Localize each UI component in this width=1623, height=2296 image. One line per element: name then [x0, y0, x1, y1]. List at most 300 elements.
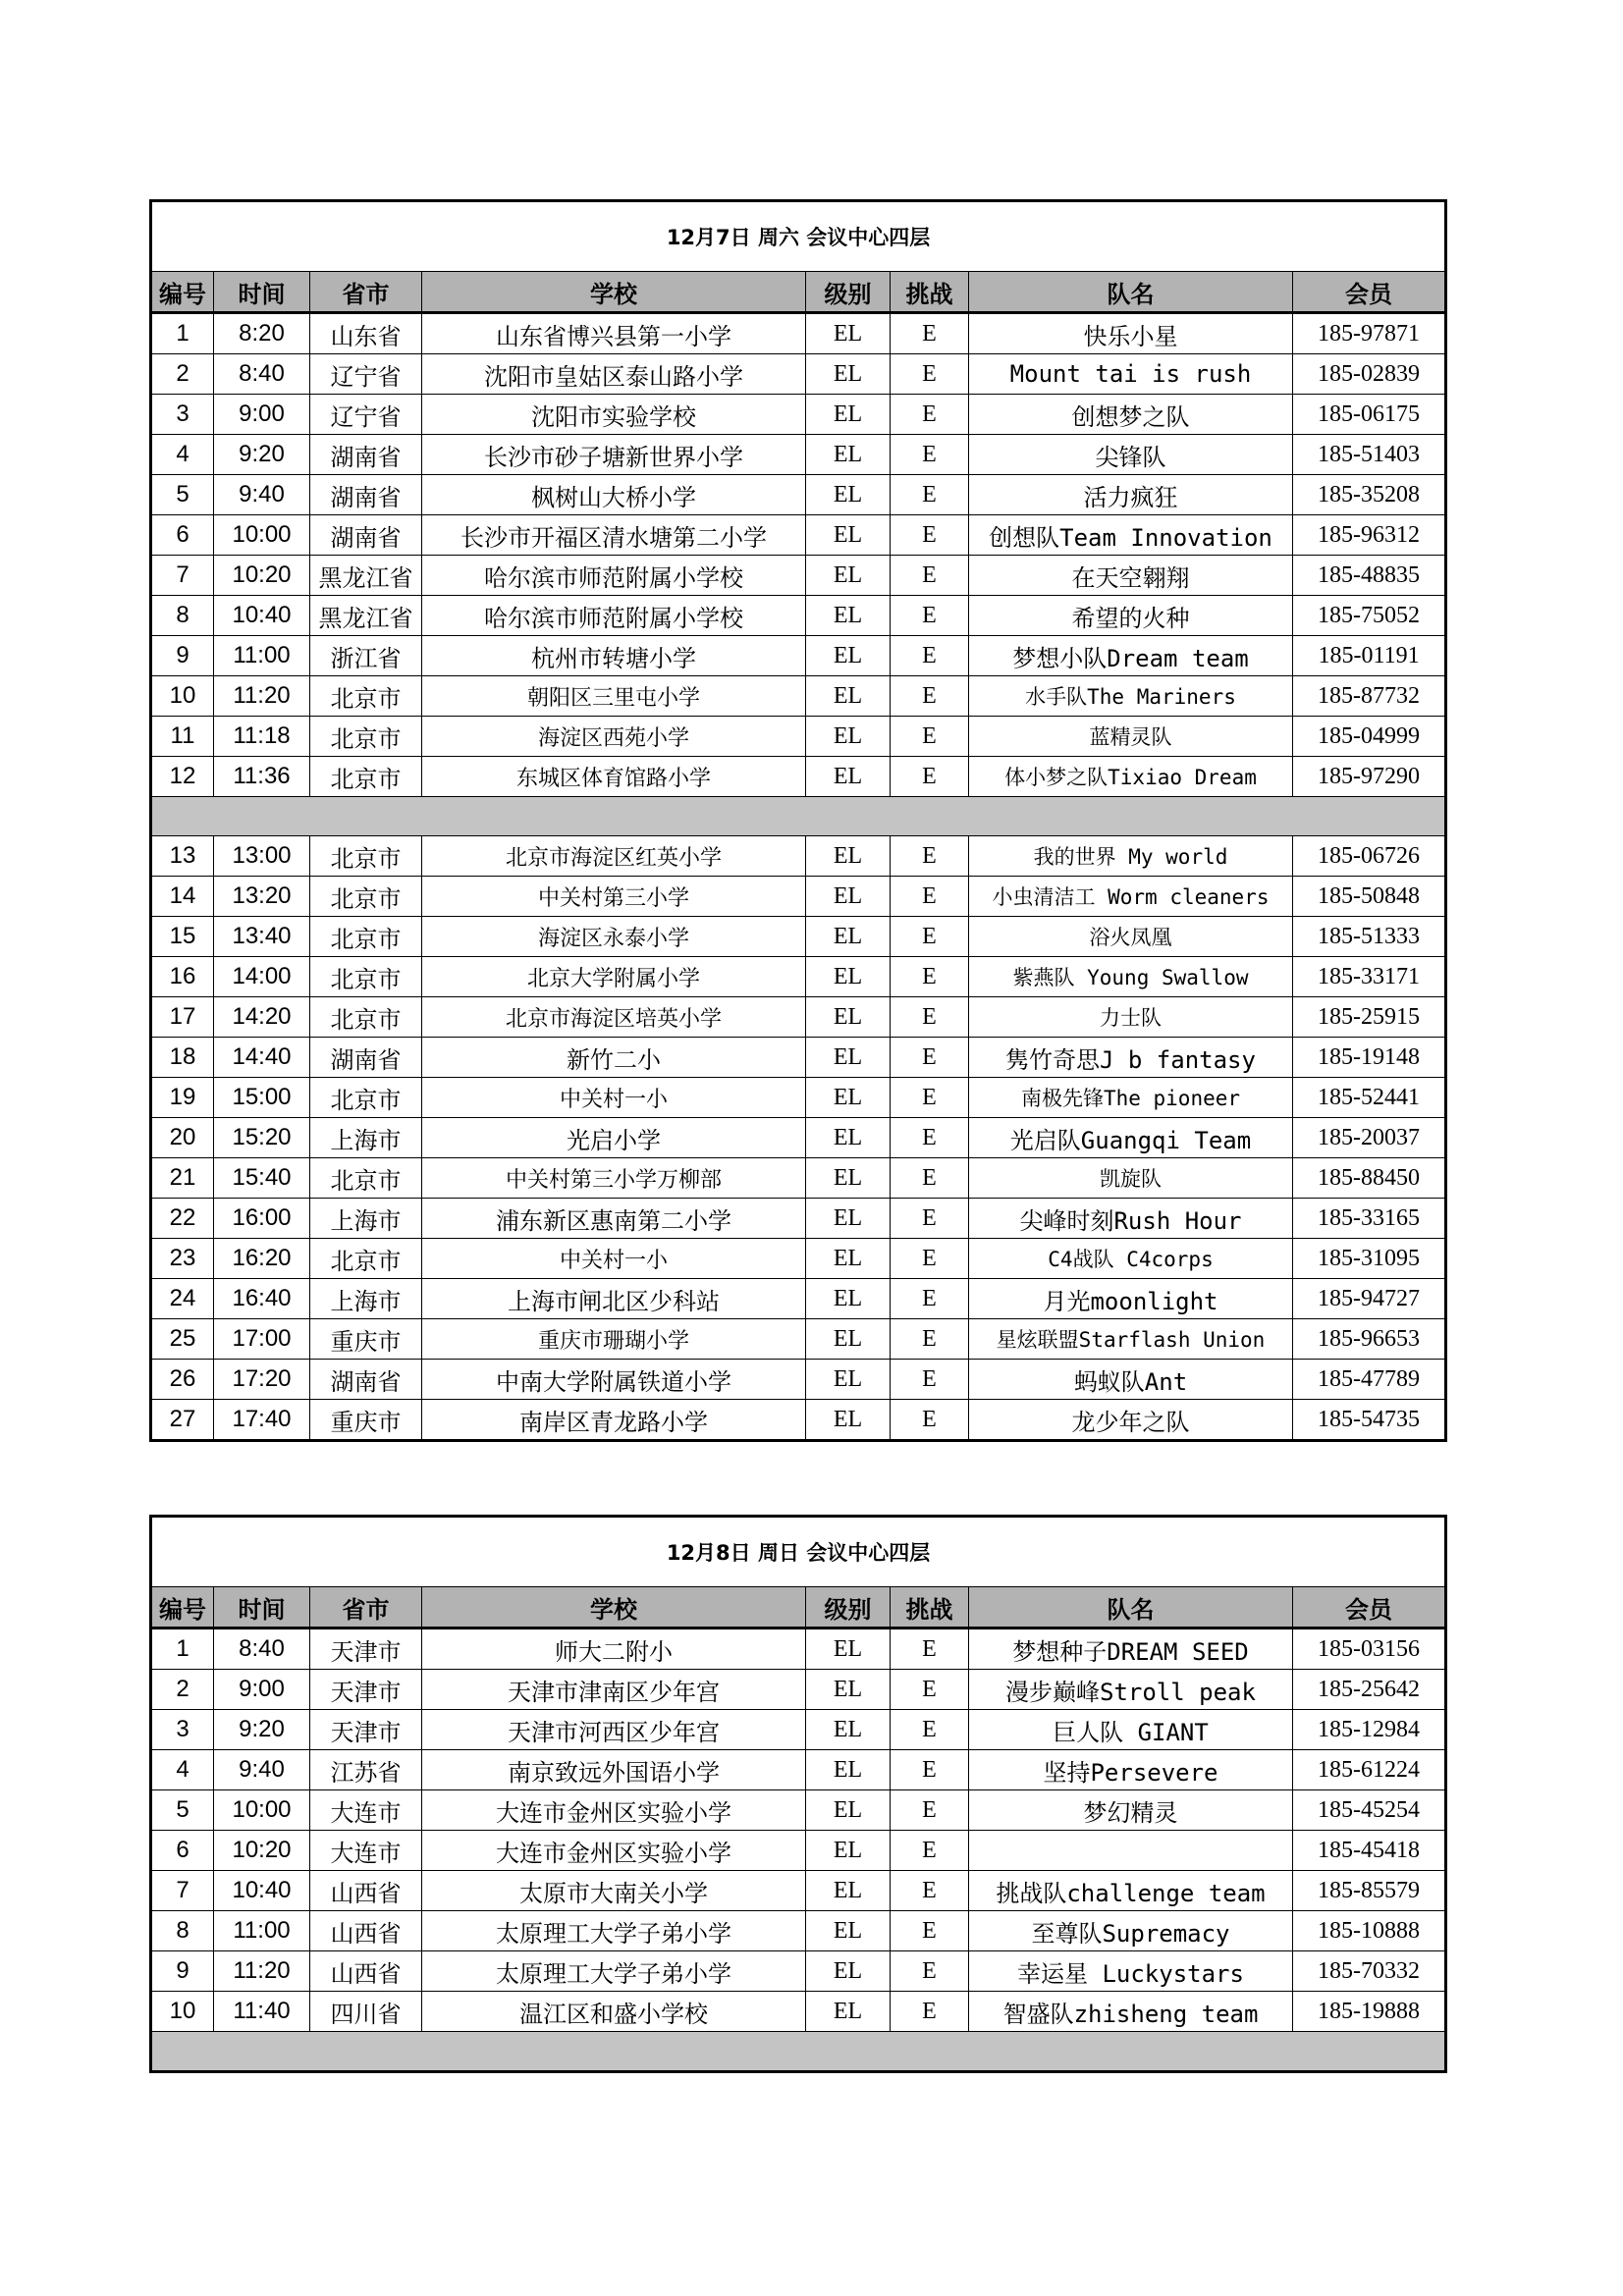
challenge-cell: E	[891, 1871, 969, 1911]
province-cell: 天津市	[310, 1710, 422, 1750]
table-row	[151, 757, 1446, 797]
row-number: 3	[151, 1710, 214, 1750]
school-cell: 重庆市珊瑚小学	[422, 1319, 806, 1360]
row-number: 15	[151, 917, 214, 957]
table-row	[151, 1199, 1446, 1239]
time-cell: 17:20	[214, 1360, 310, 1400]
member-id-cell: 185-50848	[1293, 877, 1446, 917]
province-cell: 北京市	[310, 757, 422, 797]
row-number: 4	[151, 435, 214, 475]
time-cell: 15:40	[214, 1158, 310, 1199]
header-row	[151, 272, 1446, 313]
challenge-cell: E	[891, 877, 969, 917]
province-cell: 北京市	[310, 1078, 422, 1118]
member-id-cell: 185-33171	[1293, 957, 1446, 997]
member-id-cell: 185-97290	[1293, 757, 1446, 797]
level-cell: EL	[806, 354, 891, 395]
team-name-cell: 紫燕队 Young Swallow	[969, 957, 1293, 997]
challenge-cell: E	[891, 1831, 969, 1871]
challenge-cell: E	[891, 997, 969, 1038]
school-cell: 天津市津南区少年宫	[422, 1670, 806, 1710]
time-cell: 9:20	[214, 435, 310, 475]
table-row	[151, 1158, 1446, 1199]
time-cell: 11:00	[214, 636, 310, 676]
team-name-cell: Mount tai is rush	[969, 354, 1293, 395]
province-cell: 湖南省	[310, 475, 422, 515]
challenge-cell: E	[891, 1670, 969, 1710]
time-cell: 16:40	[214, 1279, 310, 1319]
member-id-cell: 185-12984	[1293, 1710, 1446, 1750]
school-cell: 太原理工大学子弟小学	[422, 1951, 806, 1992]
table-row	[151, 1790, 1446, 1831]
level-cell: EL	[806, 877, 891, 917]
member-id-cell: 185-10888	[1293, 1911, 1446, 1951]
team-name-cell: 在天空翱翔	[969, 556, 1293, 596]
school-cell: 中关村第三小学万柳部	[422, 1158, 806, 1199]
province-cell: 北京市	[310, 997, 422, 1038]
level-cell: EL	[806, 1670, 891, 1710]
level-cell: EL	[806, 676, 891, 717]
province-cell: 北京市	[310, 717, 422, 757]
school-cell: 朝阳区三里屯小学	[422, 676, 806, 717]
time-cell: 14:20	[214, 997, 310, 1038]
school-cell: 中关村一小	[422, 1239, 806, 1279]
school-cell: 中关村第三小学	[422, 877, 806, 917]
level-cell: EL	[806, 515, 891, 556]
column-header: 学校	[422, 1587, 806, 1629]
row-number: 1	[151, 1629, 214, 1670]
team-name-cell: 希望的火种	[969, 596, 1293, 636]
school-cell: 中关村一小	[422, 1078, 806, 1118]
team-name-cell: 星炫联盟Starflash Union	[969, 1319, 1293, 1360]
school-cell: 沈阳市皇姑区泰山路小学	[422, 354, 806, 395]
team-name-cell: 创想梦之队	[969, 395, 1293, 435]
column-header: 队名	[969, 1587, 1293, 1629]
table-row	[151, 957, 1446, 997]
member-id-cell: 185-03156	[1293, 1629, 1446, 1670]
level-cell: EL	[806, 997, 891, 1038]
school-cell: 天津市河西区少年宫	[422, 1710, 806, 1750]
team-name-cell: 体小梦之队Tixiao Dream	[969, 757, 1293, 797]
province-cell: 北京市	[310, 877, 422, 917]
time-cell: 17:00	[214, 1319, 310, 1360]
challenge-cell: E	[891, 1750, 969, 1790]
row-number: 9	[151, 1951, 214, 1992]
time-cell: 11:36	[214, 757, 310, 797]
challenge-cell: E	[891, 676, 969, 717]
row-number: 26	[151, 1360, 214, 1400]
time-cell: 16:20	[214, 1239, 310, 1279]
challenge-cell: E	[891, 1078, 969, 1118]
row-number: 18	[151, 1038, 214, 1078]
table-row	[151, 636, 1446, 676]
team-name-cell: 梦想小队Dream team	[969, 636, 1293, 676]
member-id-cell: 185-33165	[1293, 1199, 1446, 1239]
level-cell: EL	[806, 1710, 891, 1750]
level-cell: EL	[806, 1078, 891, 1118]
challenge-cell: E	[891, 556, 969, 596]
table-row	[151, 1319, 1446, 1360]
challenge-cell: E	[891, 515, 969, 556]
time-cell: 9:20	[214, 1710, 310, 1750]
column-header: 级别	[806, 272, 891, 313]
member-id-cell: 185-96653	[1293, 1319, 1446, 1360]
member-id-cell: 185-97871	[1293, 313, 1446, 354]
team-name-cell: 创想队Team Innovation	[969, 515, 1293, 556]
schedule-table-dec7	[149, 199, 1447, 1442]
row-number: 24	[151, 1279, 214, 1319]
challenge-cell: E	[891, 435, 969, 475]
province-cell: 山东省	[310, 313, 422, 354]
school-cell: 山东省博兴县第一小学	[422, 313, 806, 354]
time-cell: 11:00	[214, 1911, 310, 1951]
team-name-cell: 力士队	[969, 997, 1293, 1038]
table-row	[151, 997, 1446, 1038]
time-cell: 10:00	[214, 515, 310, 556]
table-row	[151, 556, 1446, 596]
challenge-cell: E	[891, 1911, 969, 1951]
level-cell: EL	[806, 1790, 891, 1831]
level-cell: EL	[806, 836, 891, 877]
province-cell: 四川省	[310, 1992, 422, 2032]
province-cell: 上海市	[310, 1118, 422, 1158]
column-header: 学校	[422, 272, 806, 313]
row-number: 9	[151, 636, 214, 676]
table-row	[151, 475, 1446, 515]
challenge-cell: E	[891, 1118, 969, 1158]
province-cell: 北京市	[310, 957, 422, 997]
school-cell: 沈阳市实验学校	[422, 395, 806, 435]
column-header: 队名	[969, 272, 1293, 313]
table-row	[151, 1038, 1446, 1078]
member-id-cell: 185-04999	[1293, 717, 1446, 757]
challenge-cell: E	[891, 313, 969, 354]
table-row	[151, 1951, 1446, 1992]
member-id-cell: 185-51333	[1293, 917, 1446, 957]
province-cell: 天津市	[310, 1629, 422, 1670]
school-cell: 海淀区西苑小学	[422, 717, 806, 757]
column-header: 会员	[1293, 1587, 1446, 1629]
table-row	[151, 717, 1446, 757]
time-cell: 8:40	[214, 354, 310, 395]
school-cell: 大连市金州区实验小学	[422, 1831, 806, 1871]
school-cell: 光启小学	[422, 1118, 806, 1158]
time-cell: 10:40	[214, 1871, 310, 1911]
challenge-cell: E	[891, 1710, 969, 1750]
row-number: 16	[151, 957, 214, 997]
row-number: 2	[151, 1670, 214, 1710]
row-number: 10	[151, 1992, 214, 2032]
member-id-cell: 185-02839	[1293, 354, 1446, 395]
row-number: 22	[151, 1199, 214, 1239]
province-cell: 山西省	[310, 1911, 422, 1951]
challenge-cell: E	[891, 1279, 969, 1319]
challenge-cell: E	[891, 1158, 969, 1199]
level-cell: EL	[806, 1279, 891, 1319]
province-cell: 上海市	[310, 1279, 422, 1319]
time-cell: 15:20	[214, 1118, 310, 1158]
table-row	[151, 1078, 1446, 1118]
school-cell: 北京市海淀区红英小学	[422, 836, 806, 877]
row-number: 14	[151, 877, 214, 917]
table-row	[151, 1992, 1446, 2032]
team-name-cell: 智盛队zhisheng team	[969, 1992, 1293, 2032]
table-row	[151, 1871, 1446, 1911]
level-cell: EL	[806, 1951, 891, 1992]
time-cell: 9:40	[214, 1750, 310, 1790]
challenge-cell: E	[891, 1400, 969, 1441]
level-cell: EL	[806, 313, 891, 354]
row-number: 5	[151, 475, 214, 515]
member-id-cell: 185-19148	[1293, 1038, 1446, 1078]
school-cell: 南京致远外国语小学	[422, 1750, 806, 1790]
row-number: 11	[151, 717, 214, 757]
team-name-cell: 梦幻精灵	[969, 1790, 1293, 1831]
school-cell: 枫树山大桥小学	[422, 475, 806, 515]
challenge-cell: E	[891, 957, 969, 997]
team-name-cell: 挑战队challenge team	[969, 1871, 1293, 1911]
province-cell: 湖南省	[310, 435, 422, 475]
level-cell: EL	[806, 1158, 891, 1199]
break-row	[151, 2032, 1446, 2072]
school-cell: 上海市闸北区少科站	[422, 1279, 806, 1319]
row-number: 7	[151, 556, 214, 596]
member-id-cell: 185-01191	[1293, 636, 1446, 676]
school-cell: 中南大学附属铁道小学	[422, 1360, 806, 1400]
row-number: 1	[151, 313, 214, 354]
team-name-cell: 隽竹奇思J b fantasy	[969, 1038, 1293, 1078]
level-cell: EL	[806, 1911, 891, 1951]
school-cell: 杭州市转塘小学	[422, 636, 806, 676]
table-row	[151, 917, 1446, 957]
team-name-cell: 巨人队 GIANT	[969, 1710, 1293, 1750]
member-id-cell: 185-52441	[1293, 1078, 1446, 1118]
column-header: 编号	[151, 272, 214, 313]
province-cell: 大连市	[310, 1790, 422, 1831]
time-cell: 9:00	[214, 1670, 310, 1710]
level-cell: EL	[806, 395, 891, 435]
team-name-cell: 幸运星 Luckystars	[969, 1951, 1293, 1992]
column-header: 省市	[310, 272, 422, 313]
team-name-cell: 蓝精灵队	[969, 717, 1293, 757]
table-row	[151, 1118, 1446, 1158]
time-cell: 15:00	[214, 1078, 310, 1118]
level-cell: EL	[806, 1629, 891, 1670]
column-header: 时间	[214, 272, 310, 313]
member-id-cell: 185-75052	[1293, 596, 1446, 636]
team-name-cell: 我的世界 My world	[969, 836, 1293, 877]
challenge-cell: E	[891, 836, 969, 877]
member-id-cell: 185-96312	[1293, 515, 1446, 556]
member-id-cell: 185-54735	[1293, 1400, 1446, 1441]
team-name-cell: 漫步巅峰Stroll peak	[969, 1670, 1293, 1710]
member-id-cell: 185-48835	[1293, 556, 1446, 596]
school-cell: 东城区体育馆路小学	[422, 757, 806, 797]
province-cell: 重庆市	[310, 1400, 422, 1441]
row-number: 5	[151, 1790, 214, 1831]
team-name-cell: 至尊队Supremacy	[969, 1911, 1293, 1951]
time-cell: 13:20	[214, 877, 310, 917]
challenge-cell: E	[891, 1360, 969, 1400]
province-cell: 黑龙江省	[310, 596, 422, 636]
table-row	[151, 836, 1446, 877]
table-row	[151, 1670, 1446, 1710]
time-cell: 8:20	[214, 313, 310, 354]
row-number: 4	[151, 1750, 214, 1790]
province-cell: 辽宁省	[310, 395, 422, 435]
member-id-cell: 185-45254	[1293, 1790, 1446, 1831]
challenge-cell: E	[891, 475, 969, 515]
time-cell: 10:20	[214, 556, 310, 596]
team-name-cell: 活力疯狂	[969, 475, 1293, 515]
province-cell: 北京市	[310, 917, 422, 957]
level-cell: EL	[806, 1360, 891, 1400]
team-name-cell: 尖锋队	[969, 435, 1293, 475]
level-cell: EL	[806, 1750, 891, 1790]
row-number: 25	[151, 1319, 214, 1360]
challenge-cell: E	[891, 1319, 969, 1360]
level-cell: EL	[806, 1199, 891, 1239]
time-cell: 17:40	[214, 1400, 310, 1441]
table-row	[151, 1629, 1446, 1670]
table-row	[151, 676, 1446, 717]
province-cell: 北京市	[310, 1158, 422, 1199]
school-cell: 南岸区青龙路小学	[422, 1400, 806, 1441]
row-number: 13	[151, 836, 214, 877]
table-row	[151, 877, 1446, 917]
member-id-cell: 185-06726	[1293, 836, 1446, 877]
time-cell: 10:20	[214, 1831, 310, 1871]
row-number: 6	[151, 515, 214, 556]
school-cell: 北京市海淀区培英小学	[422, 997, 806, 1038]
member-id-cell: 185-51403	[1293, 435, 1446, 475]
member-id-cell: 185-45418	[1293, 1831, 1446, 1871]
time-cell: 14:00	[214, 957, 310, 997]
table-row	[151, 1710, 1446, 1750]
row-number: 3	[151, 395, 214, 435]
team-name-cell: 蚂蚁队Ant	[969, 1360, 1293, 1400]
level-cell: EL	[806, 475, 891, 515]
table-row	[151, 1279, 1446, 1319]
level-cell: EL	[806, 1038, 891, 1078]
time-cell: 9:00	[214, 395, 310, 435]
school-cell: 长沙市开福区清水塘第二小学	[422, 515, 806, 556]
table-row	[151, 313, 1446, 354]
level-cell: EL	[806, 636, 891, 676]
team-name-cell	[969, 1831, 1293, 1871]
challenge-cell: E	[891, 917, 969, 957]
row-number: 17	[151, 997, 214, 1038]
province-cell: 北京市	[310, 836, 422, 877]
province-cell: 北京市	[310, 1239, 422, 1279]
province-cell: 黑龙江省	[310, 556, 422, 596]
team-name-cell: 龙少年之队	[969, 1400, 1293, 1441]
challenge-cell: E	[891, 395, 969, 435]
challenge-cell: E	[891, 757, 969, 797]
table-row	[151, 435, 1446, 475]
school-cell: 海淀区永泰小学	[422, 917, 806, 957]
level-cell: EL	[806, 1992, 891, 2032]
row-number: 10	[151, 676, 214, 717]
table-title: 12月7日 周六 会议中心四层	[151, 201, 1446, 272]
challenge-cell: E	[891, 1790, 969, 1831]
province-cell: 山西省	[310, 1951, 422, 1992]
time-cell: 14:40	[214, 1038, 310, 1078]
team-name-cell: 浴火凤凰	[969, 917, 1293, 957]
level-cell: EL	[806, 717, 891, 757]
member-id-cell: 185-70332	[1293, 1951, 1446, 1992]
row-number: 23	[151, 1239, 214, 1279]
time-cell: 11:20	[214, 1951, 310, 1992]
row-number: 20	[151, 1118, 214, 1158]
province-cell: 山西省	[310, 1871, 422, 1911]
member-id-cell: 185-87732	[1293, 676, 1446, 717]
school-cell: 大连市金州区实验小学	[422, 1790, 806, 1831]
member-id-cell: 185-25915	[1293, 997, 1446, 1038]
table-row	[151, 1360, 1446, 1400]
school-cell: 新竹二小	[422, 1038, 806, 1078]
team-name-cell: C4战队 C4corps	[969, 1239, 1293, 1279]
time-cell: 11:20	[214, 676, 310, 717]
challenge-cell: E	[891, 596, 969, 636]
column-header: 时间	[214, 1587, 310, 1629]
table-row	[151, 395, 1446, 435]
row-number: 8	[151, 1911, 214, 1951]
team-name-cell: 小虫清洁工 Worm cleaners	[969, 877, 1293, 917]
row-number: 12	[151, 757, 214, 797]
province-cell: 浙江省	[310, 636, 422, 676]
team-name-cell: 南极先锋The pioneer	[969, 1078, 1293, 1118]
column-header: 会员	[1293, 272, 1446, 313]
row-number: 21	[151, 1158, 214, 1199]
team-name-cell: 水手队The Mariners	[969, 676, 1293, 717]
province-cell: 湖南省	[310, 1038, 422, 1078]
team-name-cell: 梦想种子DREAM SEED	[969, 1629, 1293, 1670]
column-header: 级别	[806, 1587, 891, 1629]
row-number: 8	[151, 596, 214, 636]
member-id-cell: 185-20037	[1293, 1118, 1446, 1158]
team-name-cell: 月光moonlight	[969, 1279, 1293, 1319]
level-cell: EL	[806, 435, 891, 475]
member-id-cell: 185-06175	[1293, 395, 1446, 435]
level-cell: EL	[806, 1400, 891, 1441]
column-header: 省市	[310, 1587, 422, 1629]
province-cell: 江苏省	[310, 1750, 422, 1790]
member-id-cell: 185-47789	[1293, 1360, 1446, 1400]
challenge-cell: E	[891, 717, 969, 757]
level-cell: EL	[806, 957, 891, 997]
member-id-cell: 185-85579	[1293, 1871, 1446, 1911]
team-name-cell: 尖峰时刻Rush Hour	[969, 1199, 1293, 1239]
table-row	[151, 596, 1446, 636]
team-name-cell: 快乐小星	[969, 313, 1293, 354]
challenge-cell: E	[891, 1951, 969, 1992]
time-cell: 9:40	[214, 475, 310, 515]
school-cell: 哈尔滨市师范附属小学校	[422, 556, 806, 596]
level-cell: EL	[806, 917, 891, 957]
team-name-cell: 光启队Guangqi Team	[969, 1118, 1293, 1158]
table-row	[151, 515, 1446, 556]
table-row	[151, 1911, 1446, 1951]
level-cell: EL	[806, 1239, 891, 1279]
row-number: 19	[151, 1078, 214, 1118]
table-row	[151, 1831, 1446, 1871]
level-cell: EL	[806, 1319, 891, 1360]
member-id-cell: 185-31095	[1293, 1239, 1446, 1279]
time-cell: 16:00	[214, 1199, 310, 1239]
table-title: 12月8日 周日 会议中心四层	[151, 1517, 1446, 1587]
province-cell: 重庆市	[310, 1319, 422, 1360]
